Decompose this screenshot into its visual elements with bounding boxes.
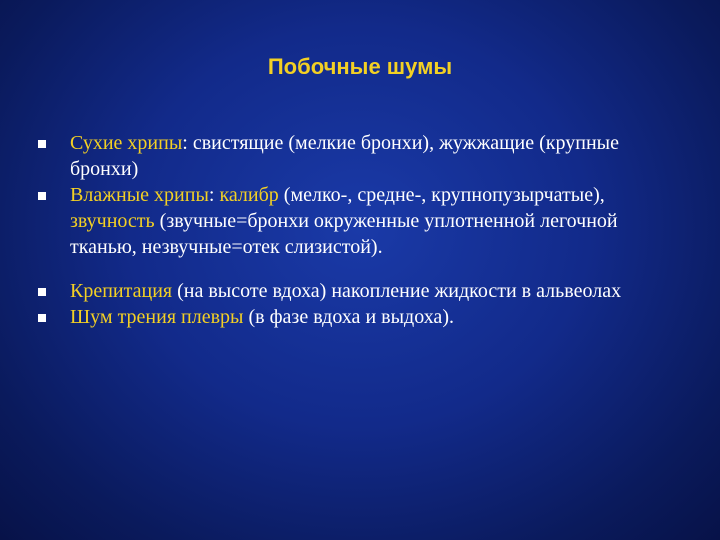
bullet-text: (звучные=бронхи окруженные уплотненной легочной тканью, незвучные=отек слизистой). bbox=[70, 210, 618, 258]
term-crepitation: Крепитация bbox=[70, 280, 173, 302]
list-item-crepitation bbox=[36, 278, 676, 304]
bullet-text: : bbox=[208, 184, 220, 206]
bullet-text: : свистящие (мелкие бронхи), жужжащие (крупные бронхи) bbox=[70, 132, 619, 180]
term-moist-rales: Влажные хрипы bbox=[70, 184, 209, 206]
term-pleural-rub: Шум трения плевры bbox=[70, 306, 244, 328]
list-item-dry-rales bbox=[36, 130, 676, 182]
bullet-text: (на высоте вдоха) накопление жидкости в альвеолах bbox=[172, 280, 622, 302]
square-bullet-icon bbox=[38, 140, 46, 148]
square-bullet-icon bbox=[38, 288, 46, 296]
square-bullet-icon bbox=[38, 314, 46, 322]
term-dry-rales: Сухие хрипы bbox=[70, 132, 183, 154]
term-sonority: звучность bbox=[70, 210, 155, 232]
list-item-moist-rales bbox=[36, 182, 676, 260]
slide-title: Побочные шумы bbox=[267, 54, 453, 79]
square-bullet-icon bbox=[38, 192, 46, 200]
list-item-pleural-rub bbox=[36, 304, 676, 330]
bullet-list bbox=[36, 130, 676, 330]
bullet-text: (в фазе вдоха и выдоха). bbox=[243, 306, 454, 328]
term-caliber: калибр bbox=[219, 184, 279, 206]
bullet-text: (мелко-, средне-, крупнопузырчатые), bbox=[278, 184, 605, 206]
